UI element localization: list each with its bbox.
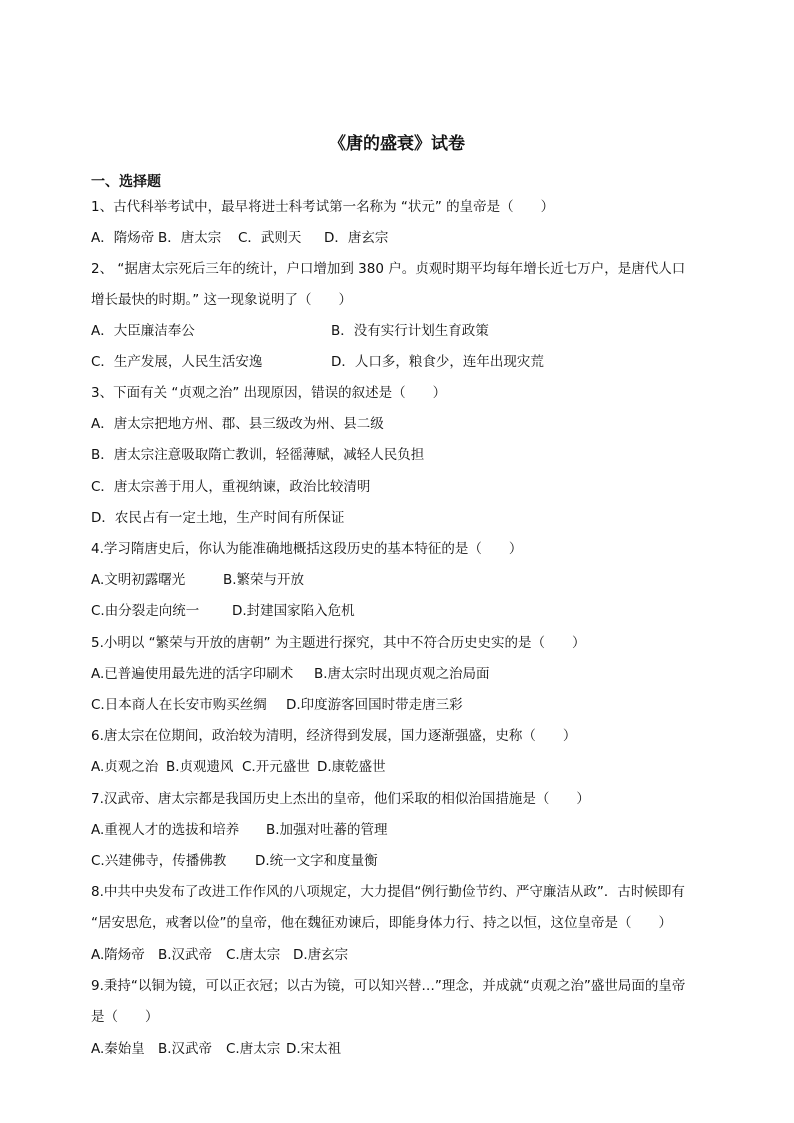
- question-9-stem-line-2: 是（ ）: [91, 1009, 159, 1025]
- question-6-option-d: D.康乾盛世: [317, 759, 386, 775]
- question-6-option-b: B.贞观遗风: [166, 759, 234, 775]
- question-3-option-b: B．唐太宗注意吸取隋亡教训，轻徭薄赋，减轻人民负担: [91, 447, 425, 463]
- question-3-stem-line-1: 3、下面有关 “贞观之治” 出现原因，错误的叙述是（ ）: [91, 385, 447, 401]
- question-9-stem-line-1: 9.秉持“以铜为镜，可以正衣冠；以古为镜，可以知兴替…”理念，并成就“贞观之治”盛世局面的皇帝: [91, 978, 686, 994]
- question-7-option-d: D.统一文字和度量衡: [255, 853, 378, 869]
- question-3-option-a: A．唐太宗把地方州、郡、县三级改为州、县二级: [91, 416, 384, 432]
- question-2-stem-line-2: 增长最快的时期。” 这一现象说明了（ ）: [91, 292, 353, 308]
- question-9-option-a: A.秦始皇: [91, 1041, 145, 1057]
- question-8-stem-line-1: 8.中共中央发布了改进工作作风的八项规定，大力提倡“例行勤俭节约、严守廉洁从政”．古时候即有: [91, 884, 685, 900]
- question-5-option-a: A.已普遍使用最先进的活字印刷术: [91, 666, 294, 682]
- question-4-option-c: C.由分裂走向统一: [91, 603, 200, 619]
- question-8-option-c: C.唐太宗: [226, 947, 281, 963]
- question-1-option-d: D．唐玄宗: [324, 230, 389, 246]
- question-5-option-c: C.日本商人在长安市购买丝绸: [91, 697, 267, 713]
- question-7-option-b: B.加强对吐蕃的管理: [266, 822, 388, 838]
- question-4-option-a: A.文明初露曙光: [91, 572, 186, 588]
- question-1-option-a: A．隋炀帝: [91, 230, 155, 246]
- question-3-option-d: D．农民占有一定土地，生产时间有所保证: [91, 510, 345, 526]
- question-9-option-b: B.汉武帝: [158, 1041, 213, 1057]
- question-8-option-a: A.隋炀帝: [91, 947, 145, 963]
- question-5-stem-line-1: 5.小明以 “繁荣与开放的唐朝” 为主题进行探究，其中不符合历史史实的是（ ）: [91, 635, 586, 651]
- question-6-option-c: C.开元盛世: [242, 759, 310, 775]
- question-1-option-c: C．武则天: [238, 230, 302, 246]
- question-7-stem-line-1: 7.汉武帝、唐太宗都是我国历史上杰出的皇帝，他们采取的相似治国措施是（ ）: [91, 791, 590, 807]
- question-8-option-b: B.汉武帝: [158, 947, 213, 963]
- question-6-option-a: A.贞观之治: [91, 759, 159, 775]
- question-4-option-b: B.繁荣与开放: [223, 572, 305, 588]
- question-4-option-d: D.封建国家陷入危机: [232, 603, 355, 619]
- question-2-option-d: D．人口多，粮食少，连年出现灾荒: [331, 354, 544, 370]
- question-9-option-c: C.唐太宗: [226, 1041, 281, 1057]
- question-5-option-b: B.唐太宗时出现贞观之治局面: [314, 666, 490, 682]
- question-1-stem-line-1: 1、古代科举考试中，最早将进士科考试第一名称为 “状元” 的皇帝是（ ）: [91, 199, 555, 215]
- question-3-option-c: C．唐太宗善于用人，重视纳谏，政治比较清明: [91, 479, 371, 495]
- question-2-stem-line-1: 2、 “据唐太宗死后三年的统计，户口增加到 380 户。贞观时期平均每年增长近七万户，是唐代人口: [91, 261, 686, 277]
- question-2-option-a: A．大臣廉洁奉公: [91, 323, 195, 339]
- section-heading: 一、选择题: [91, 174, 161, 190]
- question-2-option-c: C．生产发展，人民生活安逸: [91, 354, 263, 370]
- question-7-option-a: A.重视人才的选拔和培养: [91, 822, 240, 838]
- question-1-option-b: B．唐太宗: [158, 230, 222, 246]
- question-4-stem-line-1: 4.学习隋唐史后，你认为能准确地概括这段历史的基本特征的是（ ）: [91, 541, 523, 557]
- question-8-option-d: D.唐玄宗: [293, 947, 349, 963]
- question-2-option-b: B．没有实行计划生育政策: [331, 323, 489, 339]
- question-7-option-c: C.兴建佛寺，传播佛教: [91, 853, 227, 869]
- question-9-option-d: D.宋太祖: [286, 1041, 342, 1057]
- question-8-stem-line-2: “居安思危，戒奢以俭”的皇帝，他在魏征劝谏后，即能身体力行、持之以恒，这位皇帝是（ ）: [91, 915, 672, 931]
- page-title: 《唐的盛衰》试卷: [329, 134, 465, 154]
- question-5-option-d: D.印度游客回国时带走唐三彩: [286, 697, 463, 713]
- question-6-stem-line-1: 6.唐太宗在位期间，政治较为清明，经济得到发展，国力逐渐强盛，史称（ ）: [91, 728, 577, 744]
